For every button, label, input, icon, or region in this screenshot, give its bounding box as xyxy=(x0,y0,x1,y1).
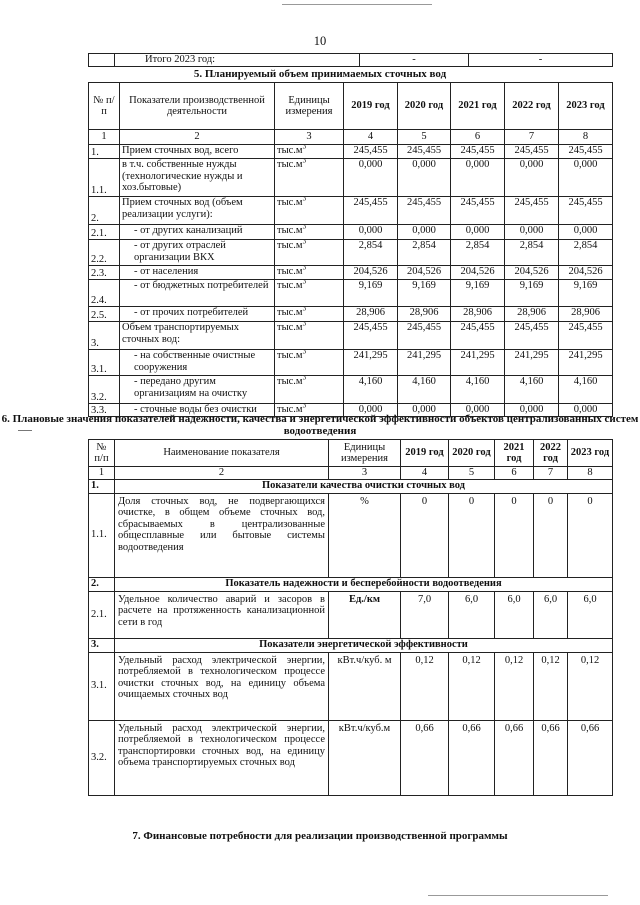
colnum: 6 xyxy=(495,467,534,480)
header-indicator-name: Наименование показателя xyxy=(115,440,329,467)
row-name: - от других отраслей организации ВКХ xyxy=(120,240,275,266)
row-value: 241,295 xyxy=(344,350,398,376)
row-value: 0,66 xyxy=(534,720,568,795)
row-unit: % xyxy=(329,493,401,577)
unit-text: тыс.м xyxy=(277,145,303,156)
row-num: 3.2. xyxy=(89,720,115,795)
row-value: 0,000 xyxy=(344,159,398,197)
scan-edge-line xyxy=(428,895,608,896)
row-name: Доля сточных вод, не подвергающихся очистке, в общем объеме сточных вод, сбрасываемых в централизованные общесплавные или бытовые системы водоотведения xyxy=(115,493,329,577)
header-unit: Единицы измерения xyxy=(275,83,344,130)
row-value: 245,455 xyxy=(451,145,505,159)
row-name: - от бюджетных потребителей xyxy=(120,280,275,307)
row-name: Прием сточных вод, всего xyxy=(120,145,275,159)
row-unit: кВт.ч/куб. м xyxy=(329,652,401,720)
unit-text: тыс.м xyxy=(277,404,303,415)
colnum: 2 xyxy=(115,467,329,480)
row-name: Удельный расход электрической энергии, потребляемой в технологическом процессе транспортировки сточных вод, на единицу объема транспортируемых сточных вод xyxy=(115,720,329,795)
row-name: - от населения xyxy=(120,266,275,280)
row-value: 245,455 xyxy=(505,197,559,225)
row-num: 3.1. xyxy=(89,652,115,720)
row-name: Удельный расход электрической энергии, потребляемой в технологическом процессе очистки сточных вод, на единицу объема очищаемых сточных вод xyxy=(115,652,329,720)
row-name: Прием сточных вод (объем реализации услуги): xyxy=(120,197,275,225)
row-name: - от других канализаций xyxy=(120,225,275,240)
unit-superscript: 3 xyxy=(302,403,307,410)
table-row xyxy=(89,145,613,159)
colnum: 2 xyxy=(120,130,275,145)
row-num: 2.3. xyxy=(89,266,120,280)
row-value: 245,455 xyxy=(451,322,505,350)
row-unit xyxy=(275,266,344,280)
section5-colnum-row xyxy=(89,130,613,145)
row-value: 245,455 xyxy=(559,322,613,350)
row-unit xyxy=(275,197,344,225)
section6-colnum-row xyxy=(89,467,613,480)
unit-superscript: 3 xyxy=(302,239,307,246)
row-name: - от прочих потребителей xyxy=(120,307,275,322)
row-value: 9,169 xyxy=(344,280,398,307)
group-title: Показатель надежности и бесперебойности водоотведения xyxy=(115,577,613,591)
row-unit xyxy=(275,322,344,350)
row-value: 245,455 xyxy=(559,145,613,159)
row-value: 6,0 xyxy=(534,591,568,638)
row-num: 3.3. xyxy=(89,404,120,417)
row-unit xyxy=(275,307,344,322)
table-row xyxy=(89,720,613,795)
section7-title: 7. Финансовые потребности для реализации производственной программы xyxy=(132,830,508,842)
table-row xyxy=(89,266,613,280)
unit-text: тыс.м xyxy=(277,225,303,236)
row-value: 0,000 xyxy=(344,404,398,417)
section5-title: 5. Планируемый объем принимаемых сточных вод xyxy=(193,68,447,80)
row-value: 9,169 xyxy=(505,280,559,307)
group-row xyxy=(89,479,613,493)
colnum: 1 xyxy=(89,467,115,480)
unit-text: тыс.м xyxy=(277,266,303,277)
table-row xyxy=(89,652,613,720)
total-label: Итого 2023 год: xyxy=(115,54,360,67)
row-value: 2,854 xyxy=(505,240,559,266)
row-value: 0,000 xyxy=(451,159,505,197)
section6-header-row xyxy=(89,440,613,467)
row-name: - на собственные очистные сооружения xyxy=(120,350,275,376)
colnum: 4 xyxy=(344,130,398,145)
total-value-2: - xyxy=(469,54,613,67)
colnum: 6 xyxy=(451,130,505,145)
unit-superscript: 3 xyxy=(302,158,307,165)
row-value: 204,526 xyxy=(505,266,559,280)
row-value: 245,455 xyxy=(398,322,451,350)
row-num: 2. xyxy=(89,197,120,225)
unit-text: тыс.м xyxy=(277,307,303,318)
row-value: 245,455 xyxy=(398,145,451,159)
header-indicator: Показатели производственной деятельности xyxy=(120,83,275,130)
row-num: 3. xyxy=(89,322,120,350)
colnum: 7 xyxy=(505,130,559,145)
unit-text: тыс.м xyxy=(277,159,303,170)
row-name: Объем транспортируемых сточных вод: xyxy=(120,322,275,350)
row-value: 0,000 xyxy=(559,404,613,417)
group-num: 3. xyxy=(89,638,115,652)
row-unit xyxy=(275,225,344,240)
row-value: 4,160 xyxy=(398,376,451,404)
unit-superscript: 3 xyxy=(302,306,307,313)
row-value: 0,12 xyxy=(401,652,449,720)
row-value: 0,000 xyxy=(559,159,613,197)
row-value: 241,295 xyxy=(451,350,505,376)
row-value: 0,000 xyxy=(505,404,559,417)
table-row xyxy=(89,225,613,240)
row-value: 0,000 xyxy=(505,225,559,240)
section6-title: 6. Плановые значения показателей надежности, качества и энергетической эффективности объектов централизованных систем водоотведения xyxy=(1,413,639,437)
unit-text: тыс.м xyxy=(277,240,303,251)
row-unit xyxy=(275,376,344,404)
page-number: 10 xyxy=(313,34,327,48)
unit-superscript: 3 xyxy=(302,349,307,356)
colnum: 3 xyxy=(275,130,344,145)
row-num: 2.2. xyxy=(89,240,120,266)
row-value: 0,12 xyxy=(534,652,568,720)
row-value: 4,160 xyxy=(505,376,559,404)
unit-superscript: 3 xyxy=(302,321,307,328)
row-name: - сточные воды без очистки xyxy=(120,404,275,417)
row-num: 1.1. xyxy=(89,159,120,197)
row-value: 6,0 xyxy=(568,591,613,638)
row-value: 245,455 xyxy=(398,197,451,225)
row-value: 9,169 xyxy=(451,280,505,307)
row-value: 204,526 xyxy=(398,266,451,280)
row-num: 2.1. xyxy=(89,225,120,240)
group-row xyxy=(89,577,613,591)
unit-superscript: 3 xyxy=(302,196,307,203)
row-value: 0,66 xyxy=(568,720,613,795)
group-title: Показатели энергетической эффективности xyxy=(115,638,613,652)
header-2021: 2021 год xyxy=(495,440,534,467)
row-value: 0,000 xyxy=(559,225,613,240)
row-unit xyxy=(275,280,344,307)
section5-header-row xyxy=(89,83,613,130)
row-value: 0,000 xyxy=(398,225,451,240)
row-value: 7,0 xyxy=(401,591,449,638)
row-value: 2,854 xyxy=(398,240,451,266)
unit-superscript: 3 xyxy=(302,224,307,231)
row-value: 241,295 xyxy=(398,350,451,376)
row-value: 0 xyxy=(495,493,534,577)
row-value: 2,854 xyxy=(451,240,505,266)
row-value: 0,000 xyxy=(451,404,505,417)
total-row-table xyxy=(88,53,613,67)
row-value: 204,526 xyxy=(559,266,613,280)
colnum: 1 xyxy=(89,130,120,145)
row-value: 245,455 xyxy=(344,145,398,159)
table-row xyxy=(89,591,613,638)
row-value: 245,455 xyxy=(505,145,559,159)
table-row xyxy=(89,240,613,266)
row-value: 28,906 xyxy=(398,307,451,322)
colnum: 7 xyxy=(534,467,568,480)
header-2021: 2021 год xyxy=(451,83,505,130)
row-value: 204,526 xyxy=(344,266,398,280)
row-value: 245,455 xyxy=(344,322,398,350)
row-value: 28,906 xyxy=(559,307,613,322)
header-2020: 2020 год xyxy=(449,440,495,467)
unit-superscript: 3 xyxy=(302,375,307,382)
row-value: 9,169 xyxy=(559,280,613,307)
total-value-1: - xyxy=(360,54,469,67)
row-unit xyxy=(275,350,344,376)
row-value: 0,000 xyxy=(344,225,398,240)
row-unit xyxy=(275,159,344,197)
header-2022: 2022 год xyxy=(505,83,559,130)
row-value: 4,160 xyxy=(559,376,613,404)
row-value: 0,66 xyxy=(449,720,495,795)
row-value: 28,906 xyxy=(344,307,398,322)
row-value: 0,12 xyxy=(449,652,495,720)
row-value: 0 xyxy=(568,493,613,577)
row-num: 1.1. xyxy=(89,493,115,577)
row-value: 0 xyxy=(534,493,568,577)
unit-superscript: 3 xyxy=(302,144,307,151)
row-num: 2.1. xyxy=(89,591,115,638)
unit-text: тыс.м xyxy=(277,350,303,361)
row-value: 245,455 xyxy=(559,197,613,225)
row-value: 204,526 xyxy=(451,266,505,280)
header-unit: Единицы измерения xyxy=(329,440,401,467)
row-value: 245,455 xyxy=(344,197,398,225)
header-num: № п/п xyxy=(89,440,115,467)
row-num: 2.4. xyxy=(89,280,120,307)
header-2023: 2023 год xyxy=(559,83,613,130)
group-num: 2. xyxy=(89,577,115,591)
unit-text: тыс.м xyxy=(277,322,303,333)
header-num: № п/п xyxy=(89,83,120,130)
header-2023: 2023 год xyxy=(568,440,613,467)
colnum: 8 xyxy=(568,467,613,480)
row-value: 4,160 xyxy=(451,376,505,404)
row-value: 4,160 xyxy=(344,376,398,404)
scan-edge-line xyxy=(282,4,432,5)
row-name: в т.ч. собственные нужды (технологические нужды и хоз.бытовые) xyxy=(120,159,275,197)
row-unit xyxy=(275,145,344,159)
table-row xyxy=(89,197,613,225)
row-value: 6,0 xyxy=(495,591,534,638)
row-value: 0,12 xyxy=(568,652,613,720)
colnum: 5 xyxy=(398,130,451,145)
row-value: 0,66 xyxy=(401,720,449,795)
table-row xyxy=(89,322,613,350)
unit-text: тыс.м xyxy=(277,376,303,387)
row-value: 0,66 xyxy=(495,720,534,795)
colnum: 5 xyxy=(449,467,495,480)
table-row xyxy=(89,280,613,307)
group-title: Показатели качества очистки сточных вод xyxy=(115,479,613,493)
row-value: 0,12 xyxy=(495,652,534,720)
row-value: 241,295 xyxy=(505,350,559,376)
row-value: 0 xyxy=(401,493,449,577)
colnum: 3 xyxy=(329,467,401,480)
group-row xyxy=(89,638,613,652)
row-value: 0,000 xyxy=(505,159,559,197)
unit-superscript: 3 xyxy=(302,279,307,286)
header-2019: 2019 год xyxy=(401,440,449,467)
row-num: 3.2. xyxy=(89,376,120,404)
table-row xyxy=(89,307,613,322)
row-value: 28,906 xyxy=(505,307,559,322)
header-2019: 2019 год xyxy=(344,83,398,130)
colnum: 8 xyxy=(559,130,613,145)
row-value: 28,906 xyxy=(451,307,505,322)
row-num: 1. xyxy=(89,145,120,159)
section6-table xyxy=(88,439,613,796)
row-name: - передано другим организациям на очистку xyxy=(120,376,275,404)
row-value: 6,0 xyxy=(449,591,495,638)
row-value: 245,455 xyxy=(451,197,505,225)
row-unit xyxy=(275,240,344,266)
row-value: 0,000 xyxy=(451,225,505,240)
unit-text: тыс.м xyxy=(277,280,303,291)
row-num: 2.5. xyxy=(89,307,120,322)
unit-text: тыс.м xyxy=(277,197,303,208)
row-name: Удельное количество аварий и засоров в расчете на протяженность канализационной сети в год xyxy=(115,591,329,638)
unit-superscript: 3 xyxy=(302,265,307,272)
row-value: 245,455 xyxy=(505,322,559,350)
header-2022: 2022 год xyxy=(534,440,568,467)
table-row xyxy=(89,376,613,404)
table-row xyxy=(89,350,613,376)
row-unit: кВт.ч/куб.м xyxy=(329,720,401,795)
row-unit: Ед./км xyxy=(329,591,401,638)
row-value: 0,000 xyxy=(398,159,451,197)
header-2020: 2020 год xyxy=(398,83,451,130)
row-value: 241,295 xyxy=(559,350,613,376)
row-value: 0 xyxy=(449,493,495,577)
table-row xyxy=(89,159,613,197)
section5-table xyxy=(88,82,613,417)
row-value: 9,169 xyxy=(398,280,451,307)
row-value: 0,000 xyxy=(398,404,451,417)
row-value: 2,854 xyxy=(344,240,398,266)
row-value: 2,854 xyxy=(559,240,613,266)
colnum: 4 xyxy=(401,467,449,480)
group-num: 1. xyxy=(89,479,115,493)
table-row xyxy=(89,493,613,577)
row-num: 3.1. xyxy=(89,350,120,376)
